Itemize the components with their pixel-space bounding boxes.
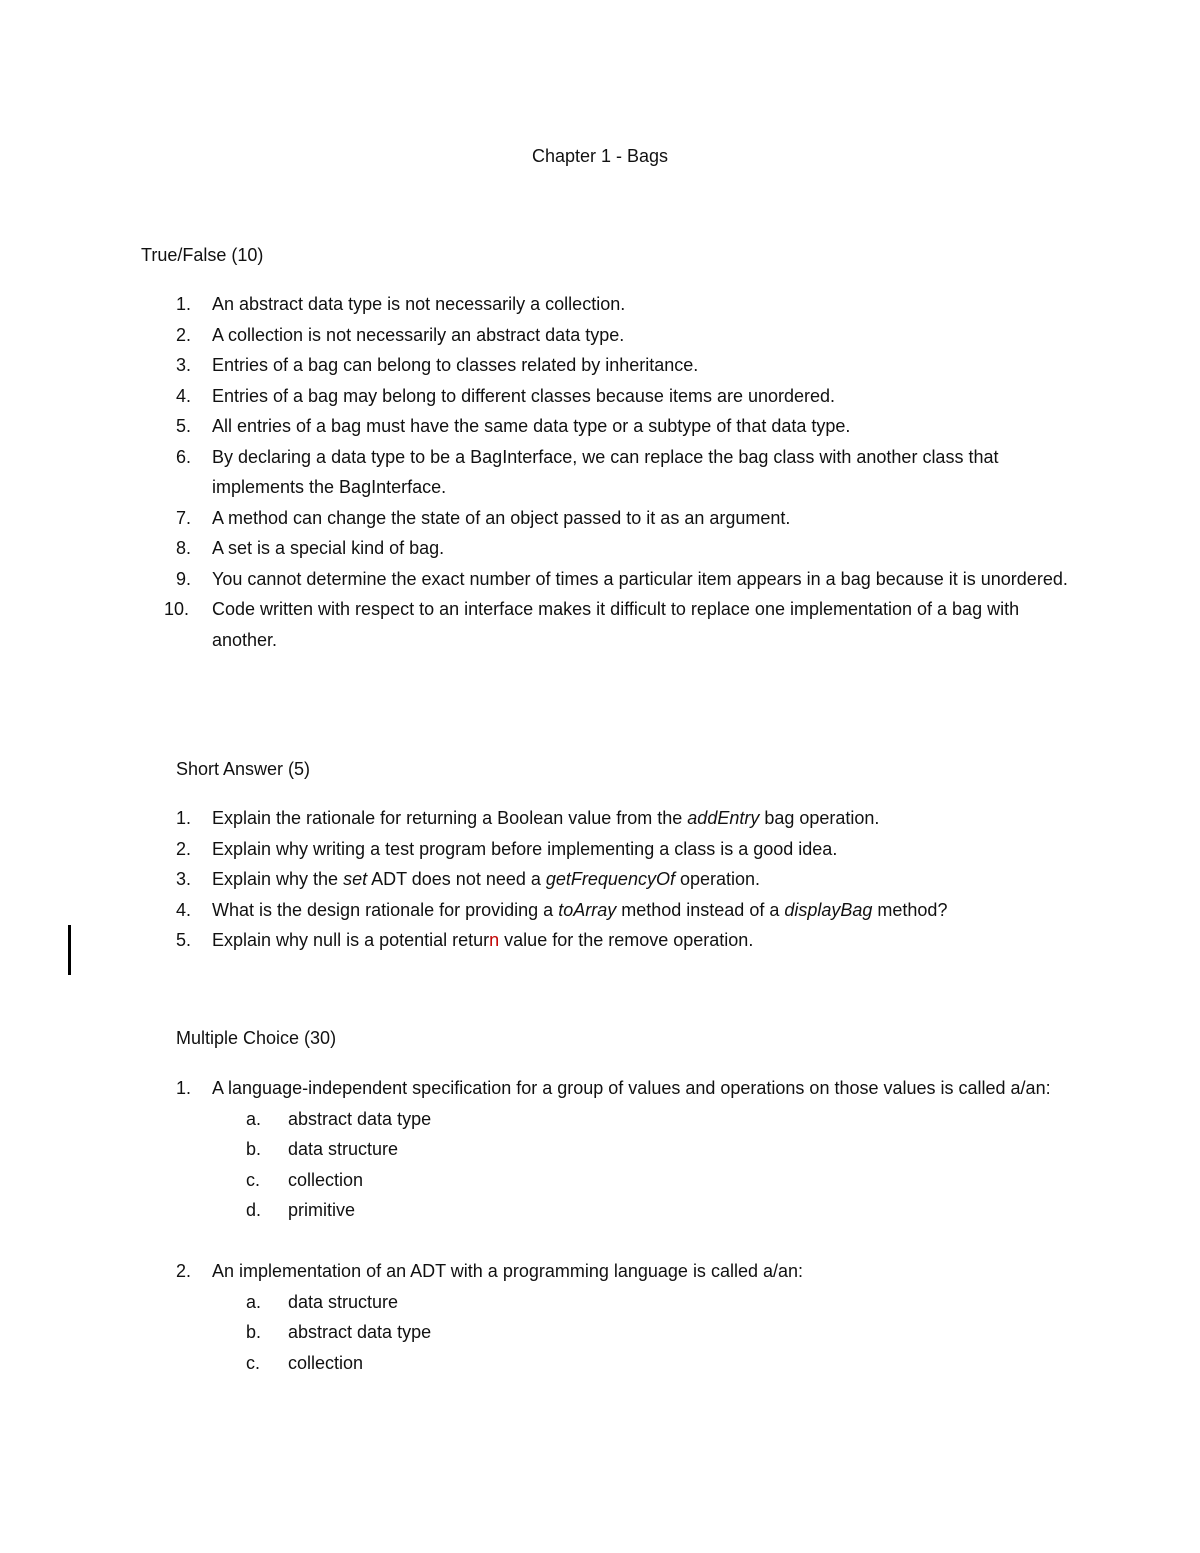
list-item: 4. What is the design rationale for providing a toArray method instead of a displayBag method? [176, 899, 948, 920]
answer-choice: d. primitive [246, 1200, 356, 1220]
list-item: 10. Code written with respect to an interface makes it difficult to replace one implementation of a bag with another. [164, 599, 1020, 650]
answer-choice: a. data structure [246, 1291, 399, 1312]
answer-choice: c. collection [246, 1352, 364, 1373]
list-item: 8. A set is a special kind of bag. [176, 538, 445, 558]
list-item: 4. Entries of a bag may belong to different classes because items are unordered. [176, 385, 836, 406]
list-item: 7. A method can change the state of an object passed to it as an argument. [176, 507, 791, 528]
short-answer-heading: Short Answer (5) [176, 759, 311, 779]
list-item: 1. Explain the rationale for returning a Boolean value from the addEntry bag operation. [176, 808, 880, 828]
multiple-choice-list [141, 1073, 1071, 1378]
answer-choice: a. abstract data type [246, 1108, 432, 1129]
true-false-heading: True/False (10) [141, 245, 264, 265]
answer-choices [212, 1104, 1071, 1226]
question-item: 2. An implementation of an ADT with a programming language is called a/an: a. data structure b. abstract data type c. collection [141, 1256, 1071, 1378]
change-bar [68, 925, 71, 975]
list-item: 2. A collection is not necessarily an abstract data type. [176, 324, 625, 345]
list-item: 5. Explain why null is a potential return value for the remove operation. [176, 930, 754, 950]
answer-choice: b. data structure [246, 1139, 399, 1159]
revision-mark: n [489, 930, 500, 950]
list-item: 6. By declaring a data type to be a BagInterface, we can replace the bag class with another class that implements the BagInterface. [176, 446, 999, 497]
list-item: 3. Explain why the set ADT does not need a getFrequencyOf operation. [176, 869, 761, 889]
answer-choice: b. abstract data type [246, 1322, 432, 1342]
question-item: 1. A language-independent specification for a group of values and operations on those values is called a/an: a. abstract data type b. data structure c. collection d. primitive [141, 1073, 1071, 1226]
short-answer-list [141, 803, 1071, 956]
list-item: 3. Entries of a bag can belong to classes related by inheritance. [176, 355, 699, 375]
answer-choices [212, 1287, 1071, 1379]
multiple-choice-heading: Multiple Choice (30) [176, 1028, 337, 1048]
true-false-list [141, 289, 1071, 655]
list-item: 1. An abstract data type is not necessarily a collection. [176, 294, 626, 314]
list-item: 9. You cannot determine the exact number of times a particular item appears in a bag because it is unordered. [176, 568, 1068, 589]
answer-choice: c. collection [246, 1169, 364, 1190]
list-item: 5. All entries of a bag must have the same data type or a subtype of that data type. [176, 416, 851, 436]
list-item: 2. Explain why writing a test program before implementing a class is a good idea. [176, 838, 838, 859]
page-title: Chapter 1 - Bags [531, 146, 669, 166]
spacer [141, 1226, 1071, 1257]
